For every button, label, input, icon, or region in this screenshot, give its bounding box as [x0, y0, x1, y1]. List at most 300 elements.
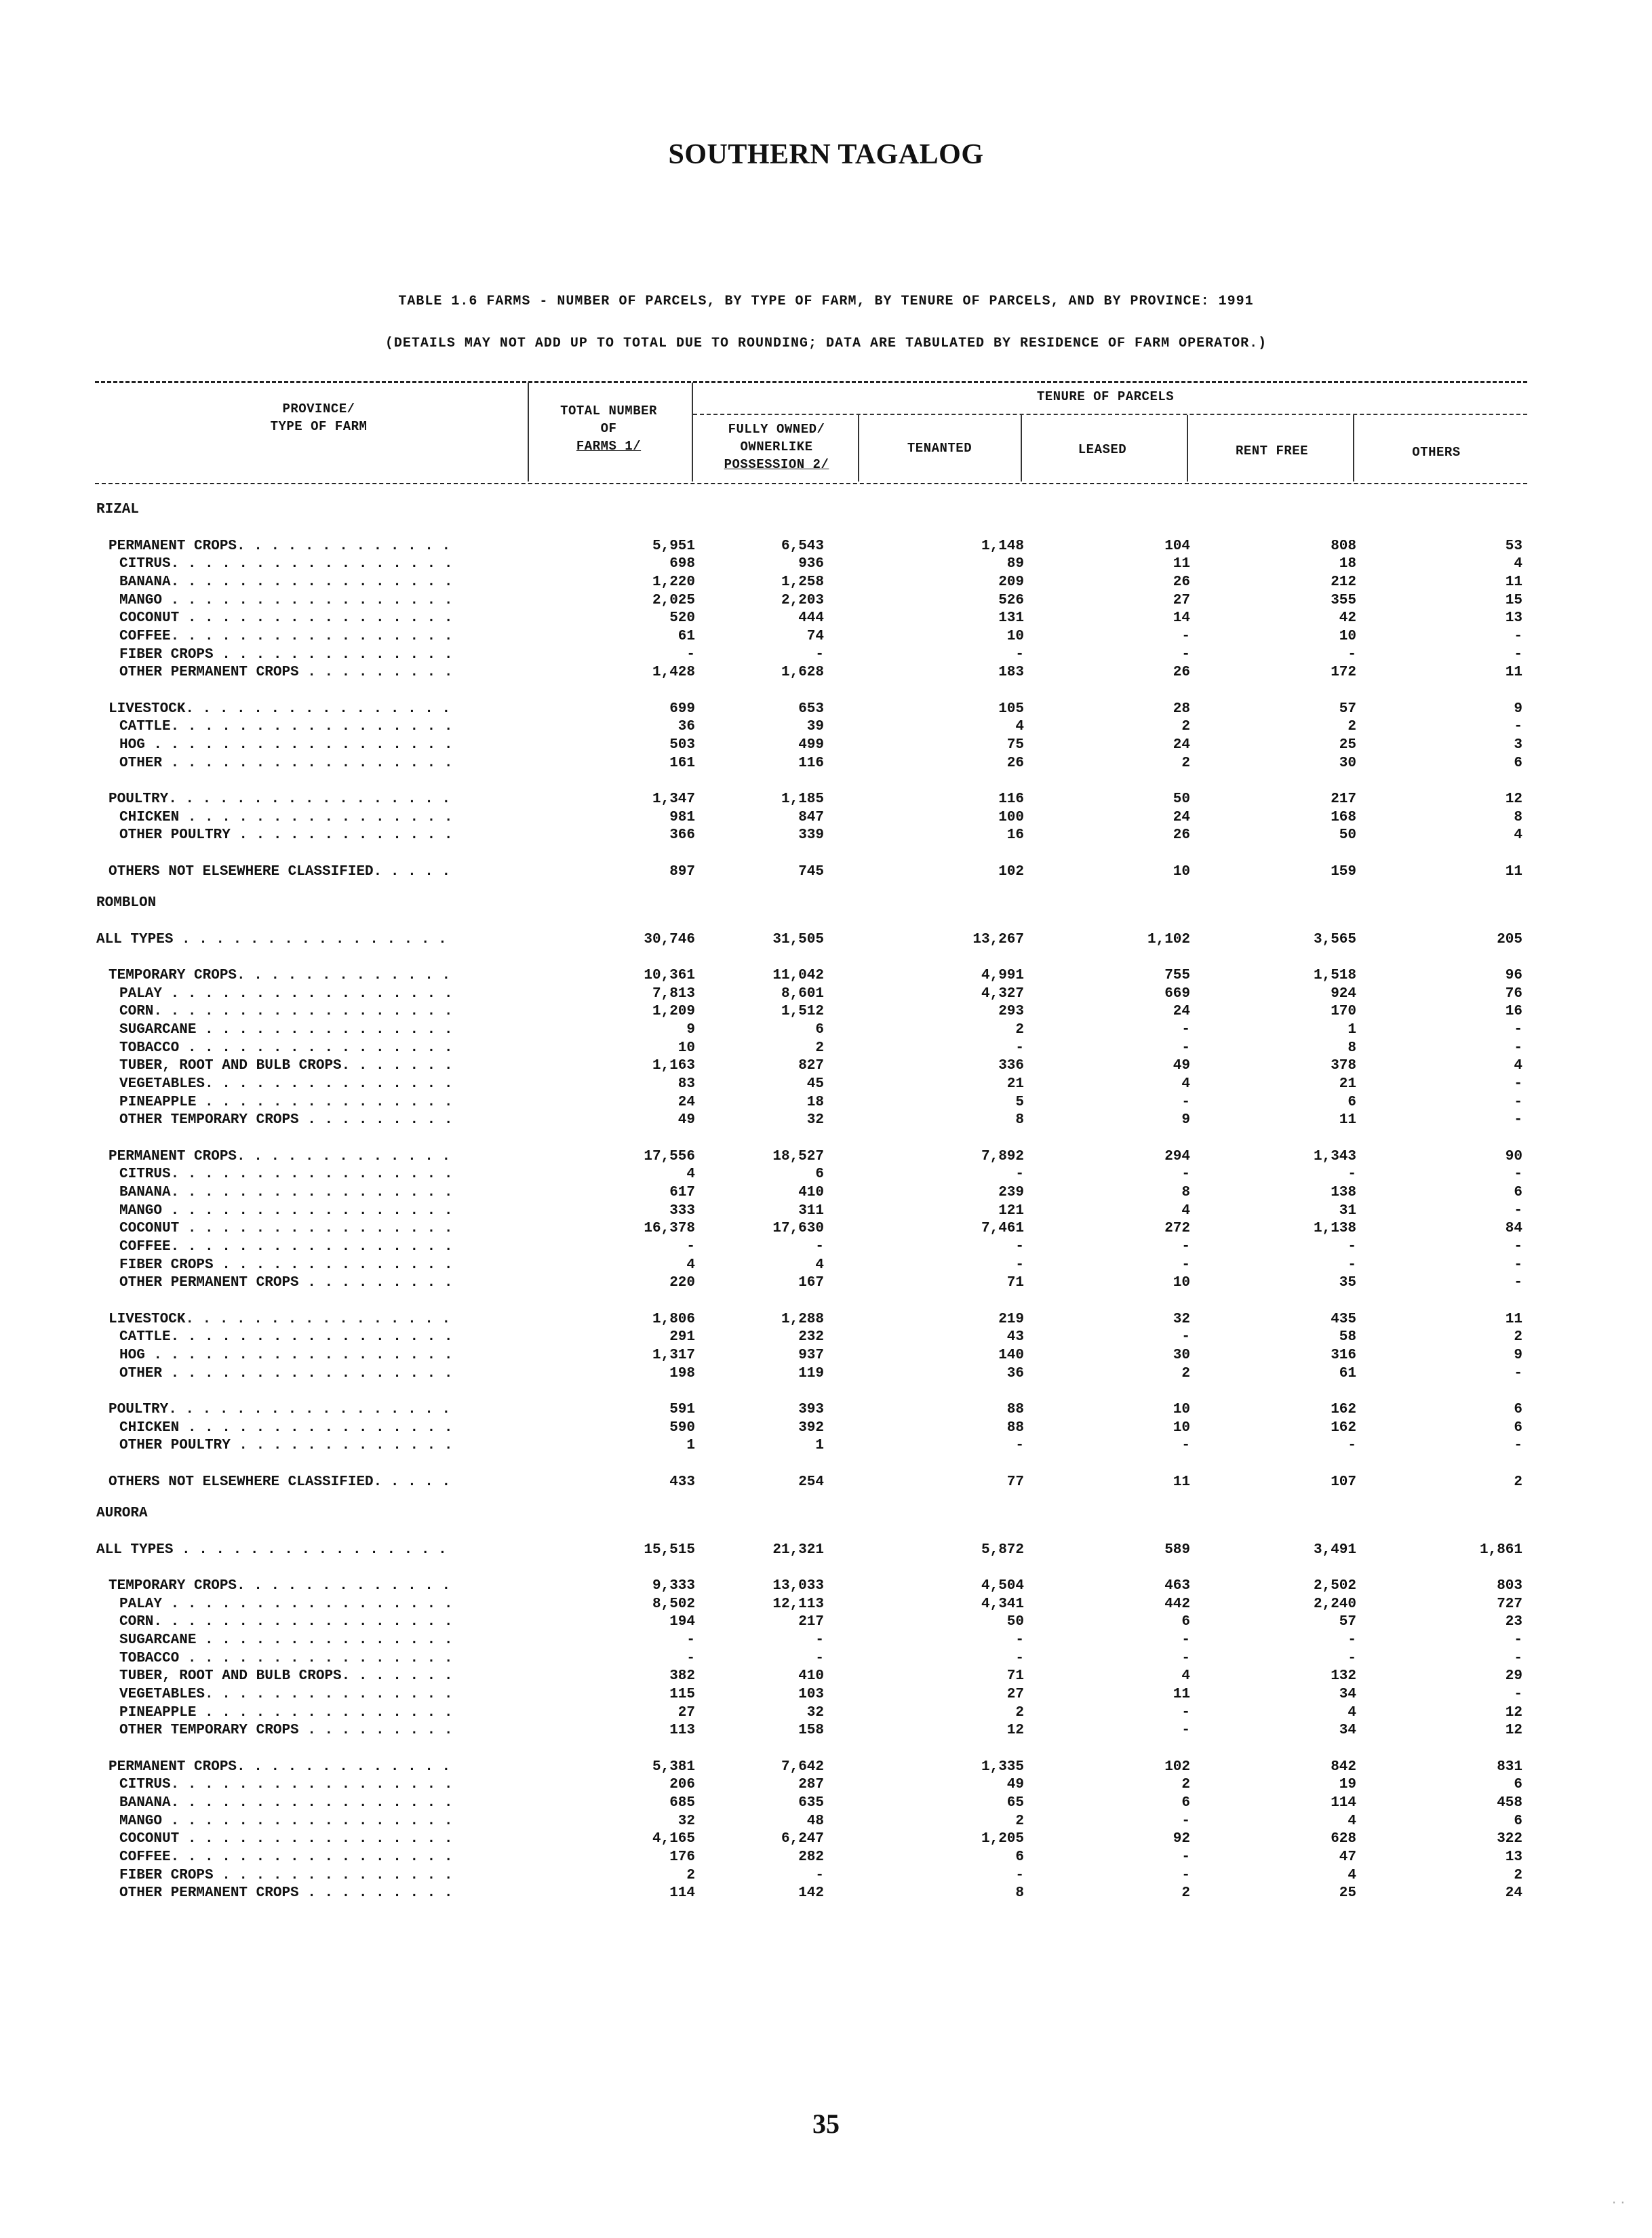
- table-row: [0, 1075, 1652, 1093]
- table-note: (DETAILS MAY NOT ADD UP TO TOTAL DUE TO ROUNDING; DATA ARE TABULATED BY RESIDENCE OF FARM OPERATOR.): [385, 336, 1267, 351]
- tenanted-cell: 293: [998, 1004, 1024, 1019]
- rent-free-cell: 8: [1348, 1040, 1356, 1056]
- fully-owned-cell: 1,628: [781, 665, 824, 680]
- column-divider: [1187, 415, 1188, 482]
- page-number: 35: [812, 2108, 840, 2139]
- table-row: [0, 1866, 1652, 1885]
- total-farms-cell: 1,428: [652, 665, 695, 680]
- farm-type-label: BANANA. . . . . . . . . . . . . . . . .: [119, 1185, 453, 1200]
- leased-cell: -: [1181, 1868, 1190, 1883]
- farm-type-label: OTHER . . . . . . . . . . . . . . . . .: [119, 755, 453, 771]
- leased-cell: 102: [1164, 1759, 1190, 1775]
- leased-cell: -: [1181, 1257, 1190, 1273]
- table-row: [0, 609, 1652, 627]
- rent-free-cell: 19: [1339, 1777, 1356, 1792]
- leased-cell: 294: [1164, 1149, 1190, 1164]
- farm-type-label: TUBER, ROOT AND BULB CROPS. . . . . . .: [119, 1668, 453, 1684]
- fully-owned-cell: 116: [798, 755, 824, 771]
- tenanted-cell: 89: [1006, 556, 1024, 572]
- leased-cell: -: [1181, 647, 1190, 663]
- leased-cell: 2: [1181, 719, 1190, 734]
- table-row: [0, 1758, 1652, 1776]
- others-cell: -: [1514, 1040, 1522, 1056]
- fully-owned-cell: 12,113: [772, 1596, 824, 1612]
- total-farms-cell: -: [686, 1632, 695, 1648]
- farm-type-label: SUGARCANE . . . . . . . . . . . . . . .: [119, 1632, 453, 1648]
- farm-type-label: SUGARCANE . . . . . . . . . . . . . . .: [119, 1022, 453, 1038]
- farm-type-group-label: POULTRY. . . . . . . . . . . . . . . . .: [109, 1402, 451, 1417]
- farm-type-label: OTHER TEMPORARY CROPS . . . . . . . . .: [119, 1723, 453, 1738]
- fully-owned-cell: 2,203: [781, 593, 824, 608]
- others-cell: 2: [1514, 1868, 1522, 1883]
- rent-free-cell: 2: [1348, 719, 1356, 734]
- fully-owned-cell: 232: [798, 1329, 824, 1345]
- total-farms-cell: 366: [669, 827, 695, 843]
- leased-cell: -: [1181, 1166, 1190, 1182]
- total-farms-cell: 17,556: [644, 1149, 695, 1164]
- others-cell: 76: [1505, 986, 1522, 1002]
- others-cell: 6: [1514, 1420, 1522, 1436]
- total-farms-cell: 113: [669, 1723, 695, 1738]
- total-farms-cell: 9: [686, 1022, 695, 1038]
- others-cell: 8: [1514, 810, 1522, 825]
- fully-owned-cell: 6: [815, 1022, 824, 1038]
- tenanted-cell: -: [1015, 1651, 1024, 1666]
- fully-owned-cell: 18: [806, 1095, 824, 1110]
- rent-free-cell: 34: [1339, 1687, 1356, 1702]
- farm-type-label: OTHER PERMANENT CROPS . . . . . . . . .: [119, 665, 453, 680]
- rent-free-cell: 924: [1331, 986, 1356, 1002]
- rent-free-cell: 2,502: [1313, 1578, 1356, 1594]
- others-cell: -: [1514, 1166, 1522, 1182]
- leased-cell: 28: [1173, 701, 1190, 717]
- farm-type-label: PALAY . . . . . . . . . . . . . . . . .: [119, 986, 453, 1002]
- rent-free-cell: 10: [1339, 629, 1356, 644]
- fully-owned-cell: 635: [798, 1795, 824, 1811]
- fully-owned-cell: 39: [806, 719, 824, 734]
- tenanted-cell: 2: [1015, 1813, 1024, 1829]
- table-row: [0, 1039, 1652, 1057]
- farm-type-label: COFFEE. . . . . . . . . . . . . . . . .: [119, 1239, 453, 1255]
- farm-type-label: TUBER, ROOT AND BULB CROPS. . . . . . .: [119, 1058, 453, 1074]
- tenanted-cell: 16: [1006, 827, 1024, 843]
- leased-cell: 6: [1181, 1614, 1190, 1630]
- total-farms-cell: 176: [669, 1849, 695, 1865]
- table-row: [0, 1021, 1652, 1039]
- farm-type-label: COCONUT . . . . . . . . . . . . . . . .: [119, 610, 453, 626]
- rent-free-cell: 808: [1331, 538, 1356, 554]
- farm-type-label: HOG . . . . . . . . . . . . . . . . . .: [119, 737, 453, 753]
- header-others: OTHERS: [1412, 445, 1461, 460]
- tenanted-cell: 336: [998, 1058, 1024, 1074]
- table-row: [0, 1595, 1652, 1613]
- total-farms-cell: 161: [669, 755, 695, 771]
- leased-cell: -: [1181, 1239, 1190, 1255]
- fully-owned-cell: 1,288: [781, 1312, 824, 1327]
- total-farms-cell: -: [686, 1651, 695, 1666]
- fully-owned-cell: 745: [798, 864, 824, 880]
- tenanted-cell: 100: [998, 810, 1024, 825]
- others-cell: -: [1514, 1366, 1522, 1381]
- others-cell: 6: [1514, 1813, 1522, 1829]
- column-divider: [1021, 415, 1022, 482]
- leased-cell: -: [1181, 1849, 1190, 1865]
- table-row: [0, 663, 1652, 682]
- others-cell: 4: [1514, 556, 1522, 572]
- tenanted-cell: 36: [1006, 1366, 1024, 1381]
- rent-free-cell: 355: [1331, 593, 1356, 608]
- fully-owned-cell: 17,630: [772, 1221, 824, 1236]
- others-cell: -: [1514, 1257, 1522, 1273]
- leased-cell: 2: [1181, 1366, 1190, 1381]
- total-farms-cell: 36: [677, 719, 695, 734]
- table-row: [0, 555, 1652, 573]
- others-cell: 11: [1505, 864, 1522, 880]
- leased-cell: 26: [1173, 574, 1190, 590]
- total-farms-cell: 1,163: [652, 1058, 695, 1074]
- table-row: [0, 1436, 1652, 1455]
- fully-owned-cell: 410: [798, 1668, 824, 1684]
- rent-free-cell: 1,518: [1313, 968, 1356, 983]
- rent-free-cell: 435: [1331, 1312, 1356, 1327]
- table-row: [0, 1002, 1652, 1021]
- tenanted-cell: 27: [1006, 1687, 1024, 1702]
- total-farms-cell: 15,515: [644, 1542, 695, 1558]
- total-farms-cell: 5,381: [652, 1759, 695, 1775]
- leased-cell: 50: [1173, 791, 1190, 807]
- fully-owned-cell: 31,505: [772, 932, 824, 947]
- fully-owned-cell: 499: [798, 737, 824, 753]
- others-cell: 2: [1514, 1329, 1522, 1345]
- farm-type-label: CORN. . . . . . . . . . . . . . . . . .: [119, 1614, 453, 1630]
- tenanted-cell: 1,335: [981, 1759, 1024, 1775]
- fully-owned-cell: 392: [798, 1420, 824, 1436]
- farm-type-label: COCONUT . . . . . . . . . . . . . . . .: [119, 1221, 453, 1236]
- table-row: [0, 1183, 1652, 1202]
- fully-owned-cell: 103: [798, 1687, 824, 1702]
- total-farms-cell: 220: [669, 1275, 695, 1291]
- province-label: AURORA: [96, 1506, 148, 1521]
- tenanted-cell: 239: [998, 1185, 1024, 1200]
- total-farms-cell: 61: [677, 629, 695, 644]
- total-farms-cell: 8,502: [652, 1596, 695, 1612]
- fully-owned-cell: 287: [798, 1777, 824, 1792]
- tenanted-cell: -: [1015, 1438, 1024, 1453]
- total-farms-cell: 981: [669, 810, 695, 825]
- leased-cell: 11: [1173, 556, 1190, 572]
- rent-free-cell: -: [1348, 1651, 1356, 1666]
- farm-type-label: COFFEE. . . . . . . . . . . . . . . . .: [119, 1849, 453, 1865]
- fully-owned-cell: 8,601: [781, 986, 824, 1002]
- rent-free-cell: 628: [1331, 1831, 1356, 1847]
- tenanted-cell: 75: [1006, 737, 1024, 753]
- table-row: [0, 863, 1652, 881]
- total-farms-cell: 4: [686, 1257, 695, 1273]
- tenanted-cell: 13,267: [972, 932, 1024, 947]
- table-row: [0, 1704, 1652, 1722]
- rent-free-cell: 162: [1331, 1420, 1356, 1436]
- table-row: [0, 1111, 1652, 1129]
- farm-type-label: OTHER . . . . . . . . . . . . . . . . .: [119, 1366, 453, 1381]
- header-province-line2: TYPE OF FARM: [270, 419, 368, 434]
- rent-free-cell: 159: [1331, 864, 1356, 880]
- rent-free-cell: 1,138: [1313, 1221, 1356, 1236]
- province-label: ALL TYPES . . . . . . . . . . . . . . . .: [96, 932, 447, 947]
- total-farms-cell: 617: [669, 1185, 695, 1200]
- header-rent-free: RENT FREE: [1235, 444, 1309, 458]
- table-row: [0, 1219, 1652, 1238]
- leased-cell: 24: [1173, 737, 1190, 753]
- rent-free-cell: 132: [1331, 1668, 1356, 1684]
- tenanted-cell: 71: [1006, 1275, 1024, 1291]
- table-row: [0, 1256, 1652, 1274]
- column-divider: [528, 382, 529, 482]
- others-cell: -: [1514, 1687, 1522, 1702]
- total-farms-cell: 1,220: [652, 574, 695, 590]
- total-farms-cell: 27: [677, 1705, 695, 1721]
- rent-free-cell: 842: [1331, 1759, 1356, 1775]
- table-row: [0, 591, 1652, 610]
- table-row: [0, 790, 1652, 808]
- total-farms-cell: 433: [669, 1474, 695, 1490]
- fully-owned-cell: 7,642: [781, 1759, 824, 1775]
- fully-owned-cell: 6: [815, 1166, 824, 1182]
- table-row: [0, 930, 1652, 949]
- fully-owned-cell: 2: [815, 1040, 824, 1056]
- others-cell: 12: [1505, 791, 1522, 807]
- fully-owned-cell: 45: [806, 1076, 824, 1092]
- header-owned-line3: POSSESSION 2/: [724, 457, 829, 472]
- leased-cell: -: [1181, 1022, 1190, 1038]
- tenanted-cell: 4,341: [981, 1596, 1024, 1612]
- others-cell: 4: [1514, 1058, 1522, 1074]
- leased-cell: -: [1181, 1813, 1190, 1829]
- fully-owned-cell: 6,543: [781, 538, 824, 554]
- total-farms-cell: 7,813: [652, 986, 695, 1002]
- total-farms-cell: 1,347: [652, 791, 695, 807]
- total-farms-cell: -: [686, 1239, 695, 1255]
- fully-owned-cell: 393: [798, 1402, 824, 1417]
- total-farms-cell: 114: [669, 1885, 695, 1901]
- tenanted-cell: -: [1015, 1166, 1024, 1182]
- table-row: [0, 1685, 1652, 1704]
- others-cell: -: [1514, 647, 1522, 663]
- others-cell: 96: [1505, 968, 1522, 983]
- total-farms-cell: 10,361: [644, 968, 695, 983]
- fully-owned-cell: 13,033: [772, 1578, 824, 1594]
- others-cell: -: [1514, 1203, 1522, 1219]
- province-label: ALL TYPES . . . . . . . . . . . . . . . .: [96, 1542, 447, 1558]
- total-farms-cell: 4,165: [652, 1831, 695, 1847]
- others-cell: -: [1514, 1438, 1522, 1453]
- farm-type-label: FIBER CROPS . . . . . . . . . . . . . .: [119, 647, 453, 663]
- table-row: [0, 985, 1652, 1003]
- total-farms-cell: 2,025: [652, 593, 695, 608]
- top-rule: [95, 381, 1527, 383]
- fully-owned-cell: -: [815, 1239, 824, 1255]
- farm-type-group-label: POULTRY. . . . . . . . . . . . . . . . .: [109, 791, 451, 807]
- leased-cell: 104: [1164, 538, 1190, 554]
- scan-specks: · ·: [1611, 2195, 1625, 2211]
- rent-free-cell: 57: [1339, 701, 1356, 717]
- rent-free-cell: 6: [1348, 1095, 1356, 1110]
- rent-free-cell: 61: [1339, 1366, 1356, 1381]
- fully-owned-cell: 11,042: [772, 968, 824, 983]
- rent-free-cell: 34: [1339, 1723, 1356, 1738]
- others-cell: 6: [1514, 1185, 1522, 1200]
- others-cell: 23: [1505, 1614, 1522, 1630]
- rent-free-cell: 217: [1331, 791, 1356, 807]
- total-farms-cell: 1,317: [652, 1348, 695, 1363]
- tenanted-cell: -: [1015, 1257, 1024, 1273]
- table-row: [0, 1504, 1652, 1523]
- leased-cell: -: [1181, 1438, 1190, 1453]
- fully-owned-cell: 653: [798, 701, 824, 717]
- leased-cell: -: [1181, 1632, 1190, 1648]
- column-divider: [858, 415, 859, 482]
- rent-free-cell: 4: [1348, 1813, 1356, 1829]
- others-cell: 6: [1514, 1402, 1522, 1417]
- header-leased: LEASED: [1078, 442, 1127, 457]
- others-cell: 2: [1514, 1474, 1522, 1490]
- table-row: [0, 718, 1652, 736]
- leased-cell: 4: [1181, 1203, 1190, 1219]
- table-row: [0, 573, 1652, 591]
- fully-owned-cell: -: [815, 1632, 824, 1648]
- tenanted-cell: 140: [998, 1348, 1024, 1363]
- total-farms-cell: 32: [677, 1813, 695, 1829]
- fully-owned-cell: 847: [798, 810, 824, 825]
- total-farms-cell: 83: [677, 1076, 695, 1092]
- leased-cell: 1,102: [1147, 932, 1190, 947]
- leased-cell: -: [1181, 1705, 1190, 1721]
- others-cell: 1,861: [1479, 1542, 1522, 1558]
- rent-free-cell: 316: [1331, 1348, 1356, 1363]
- table-row: [0, 894, 1652, 912]
- fully-owned-cell: 119: [798, 1366, 824, 1381]
- rent-free-cell: -: [1348, 1438, 1356, 1453]
- tenanted-cell: 8: [1015, 1885, 1024, 1901]
- rent-free-cell: 42: [1339, 610, 1356, 626]
- others-cell: 13: [1505, 610, 1522, 626]
- others-cell: 11: [1505, 574, 1522, 590]
- leased-cell: 92: [1173, 1831, 1190, 1847]
- tenanted-cell: 5: [1015, 1095, 1024, 1110]
- farm-type-label: MANGO . . . . . . . . . . . . . . . . .: [119, 1813, 453, 1829]
- farm-type-group-label: TEMPORARY CROPS. . . . . . . . . . . . .: [109, 1578, 451, 1594]
- farm-type-label: FIBER CROPS . . . . . . . . . . . . . .: [119, 1868, 453, 1883]
- others-cell: 727: [1497, 1596, 1522, 1612]
- rent-free-cell: 1: [1348, 1022, 1356, 1038]
- fully-owned-cell: -: [815, 1868, 824, 1883]
- farm-type-label: FIBER CROPS . . . . . . . . . . . . . .: [119, 1257, 453, 1273]
- leased-cell: -: [1181, 1329, 1190, 1345]
- rent-free-cell: 212: [1331, 574, 1356, 590]
- table-row: [0, 808, 1652, 827]
- leased-cell: -: [1181, 1651, 1190, 1666]
- total-farms-cell: 520: [669, 610, 695, 626]
- fully-owned-cell: 1,512: [781, 1004, 824, 1019]
- total-farms-cell: 206: [669, 1777, 695, 1792]
- others-cell: 29: [1505, 1668, 1522, 1684]
- rent-free-cell: 4: [1348, 1868, 1356, 1883]
- fully-owned-cell: 21,321: [772, 1542, 824, 1558]
- leased-cell: 11: [1173, 1474, 1190, 1490]
- farm-type-label: OTHER PERMANENT CROPS . . . . . . . . .: [119, 1885, 453, 1901]
- header-owned-line1: FULLY OWNED/: [728, 422, 825, 437]
- total-farms-cell: 1: [686, 1438, 695, 1453]
- leased-cell: 755: [1164, 968, 1190, 983]
- farm-type-group-label: PERMANENT CROPS. . . . . . . . . . . . .: [109, 1149, 451, 1164]
- fully-owned-cell: 48: [806, 1813, 824, 1829]
- tenanted-cell: 6: [1015, 1849, 1024, 1865]
- others-cell: 84: [1505, 1221, 1522, 1236]
- farm-type-group-label: OTHERS NOT ELSEWHERE CLASSIFIED. . . . .: [109, 1474, 451, 1490]
- table-row: [0, 1541, 1652, 1559]
- leased-cell: 6: [1181, 1795, 1190, 1811]
- fully-owned-cell: 74: [806, 629, 824, 644]
- header-province: [224, 400, 414, 435]
- leased-cell: 589: [1164, 1542, 1190, 1558]
- others-cell: 24: [1505, 1885, 1522, 1901]
- tenanted-cell: 219: [998, 1312, 1024, 1327]
- others-cell: 90: [1505, 1149, 1522, 1164]
- tenanted-cell: 183: [998, 665, 1024, 680]
- total-farms-cell: 198: [669, 1366, 695, 1381]
- total-farms-cell: 10: [677, 1040, 695, 1056]
- rent-free-cell: 35: [1339, 1275, 1356, 1291]
- rent-free-cell: 172: [1331, 665, 1356, 680]
- rent-free-cell: 11: [1339, 1112, 1356, 1128]
- table-row: [0, 537, 1652, 555]
- header-total-line2: OF: [600, 421, 617, 436]
- fully-owned-cell: 158: [798, 1723, 824, 1738]
- farm-type-label: COFFEE. . . . . . . . . . . . . . . . .: [119, 629, 453, 644]
- province-label: ROMBLON: [96, 895, 157, 911]
- leased-cell: 10: [1173, 1275, 1190, 1291]
- tenanted-cell: 4,991: [981, 968, 1024, 983]
- others-cell: 16: [1505, 1004, 1522, 1019]
- table-row: [0, 1365, 1652, 1383]
- column-divider: [1353, 415, 1354, 482]
- leased-cell: 2: [1181, 1885, 1190, 1901]
- table-row: [0, 1631, 1652, 1649]
- table-row: [0, 1165, 1652, 1183]
- others-cell: 6: [1514, 1777, 1522, 1792]
- rent-free-cell: 168: [1331, 810, 1356, 825]
- tenanted-cell: 65: [1006, 1795, 1024, 1811]
- table-row: [0, 700, 1652, 718]
- table-row: [0, 736, 1652, 754]
- farm-type-label: MANGO . . . . . . . . . . . . . . . . .: [119, 1203, 453, 1219]
- rent-free-cell: -: [1348, 1166, 1356, 1182]
- others-cell: 6: [1514, 755, 1522, 771]
- farm-type-label: VEGETABLES. . . . . . . . . . . . . . .: [119, 1076, 453, 1092]
- leased-cell: 463: [1164, 1578, 1190, 1594]
- fully-owned-cell: 32: [806, 1705, 824, 1721]
- table-row: [0, 1093, 1652, 1112]
- others-cell: 4: [1514, 827, 1522, 843]
- rent-free-cell: 170: [1331, 1004, 1356, 1019]
- tenanted-cell: 49: [1006, 1777, 1024, 1792]
- table-row: [0, 1775, 1652, 1794]
- others-cell: 53: [1505, 538, 1522, 554]
- rent-free-cell: -: [1348, 1239, 1356, 1255]
- rent-free-cell: 2,240: [1313, 1596, 1356, 1612]
- leased-cell: 49: [1173, 1058, 1190, 1074]
- total-farms-cell: 897: [669, 864, 695, 880]
- tenanted-cell: 7,461: [981, 1221, 1024, 1236]
